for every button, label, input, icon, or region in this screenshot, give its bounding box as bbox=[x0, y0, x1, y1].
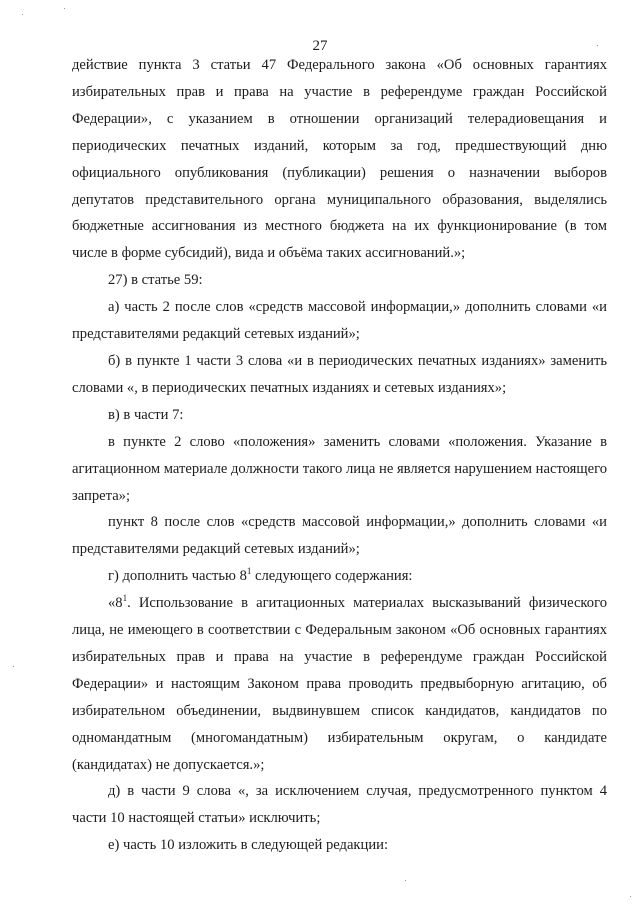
paragraph-continuation: действие пункта 3 статьи 47 Федерального закона «Об основных гарантиях избирательных прав и права на участие в референдуме граждан Российской Федерации», с указанием в отношении организаций телерадиовещания и периодических печатных изданий, которым за год, предшествующий дню официального опубликования (публикации) решения о назначении выборов депутатов представительного органа муниципального образования, выделялись бюджетные ассигнования из местного бюджета на их функционирование (в том числе в форме субсидий), вида и объёма таких ассигнований.»; bbox=[72, 57, 607, 262]
page-number: 27 bbox=[312, 38, 328, 54]
scan-speck bbox=[64, 8, 65, 9]
superscript-index: 1 bbox=[122, 593, 128, 604]
paragraph-subitem-d: д) в части 9 слова «, за исключением случая, предусмотренного пунктом 4 части 10 настоящей статьи» исключить; bbox=[72, 783, 607, 827]
paragraph-subitem-g-text: г) дополнить частью 8 bbox=[108, 568, 247, 585]
paragraph-subitem-g bbox=[72, 563, 607, 590]
paragraph-item-27: 27) в статье 59: bbox=[108, 272, 203, 289]
paragraph-part-8-1-start: «8 bbox=[108, 595, 123, 612]
paragraph-subitem-b: б) в пункте 1 части 3 слова «и в периодических печатных изданиях» заменить словами «, в периодических печатных изданиях и сетевых изданиях»; bbox=[72, 352, 607, 396]
superscript-index: 1 bbox=[246, 566, 252, 577]
scan-speck bbox=[22, 14, 23, 15]
scan-speck bbox=[630, 896, 631, 897]
paragraph-point-2: в пункте 2 слово «положения» заменить словами «положения. Указание в агитационном материале должности такого лица не является нарушением настоящего запрета»; bbox=[72, 433, 607, 504]
paragraph-subitem-a: а) часть 2 после слов «средств массовой информации,» дополнить словами «и представителями редакций сетевых изданий»; bbox=[72, 299, 607, 343]
document-body bbox=[72, 52, 607, 859]
scan-speck bbox=[597, 45, 598, 46]
scan-speck bbox=[405, 880, 406, 881]
paragraph-subitem-e: е) часть 10 изложить в следующей редакции: bbox=[108, 837, 389, 854]
paragraph-part-8-1 bbox=[72, 590, 607, 778]
paragraph-part-8-1-text: . Использование в агитационных материалах высказываний физического лица, не имеющего в соответствии с Федеральным законом «Об основных гарантиях избирательных прав и права на участие в референдуме граждан Российской Федерации» и настоящим Законом права проводить предвыборную агитацию, об избирательном объединении, выдвинувшем список кандидатов, кандидатов по одномандатным (многомандатным) избирательным округам, о кандидате (кандидатах) не допускается.»; bbox=[72, 595, 607, 773]
paragraph-point-8: пункт 8 после слов «средств массовой информации,» дополнить словами «и представителями редакций сетевых изданий»; bbox=[72, 514, 607, 558]
paragraph-subitem-v: в) в части 7: bbox=[108, 406, 184, 423]
paragraph-subitem-g-text-end: следующего содержания: bbox=[251, 568, 413, 585]
scan-speck bbox=[13, 666, 14, 667]
